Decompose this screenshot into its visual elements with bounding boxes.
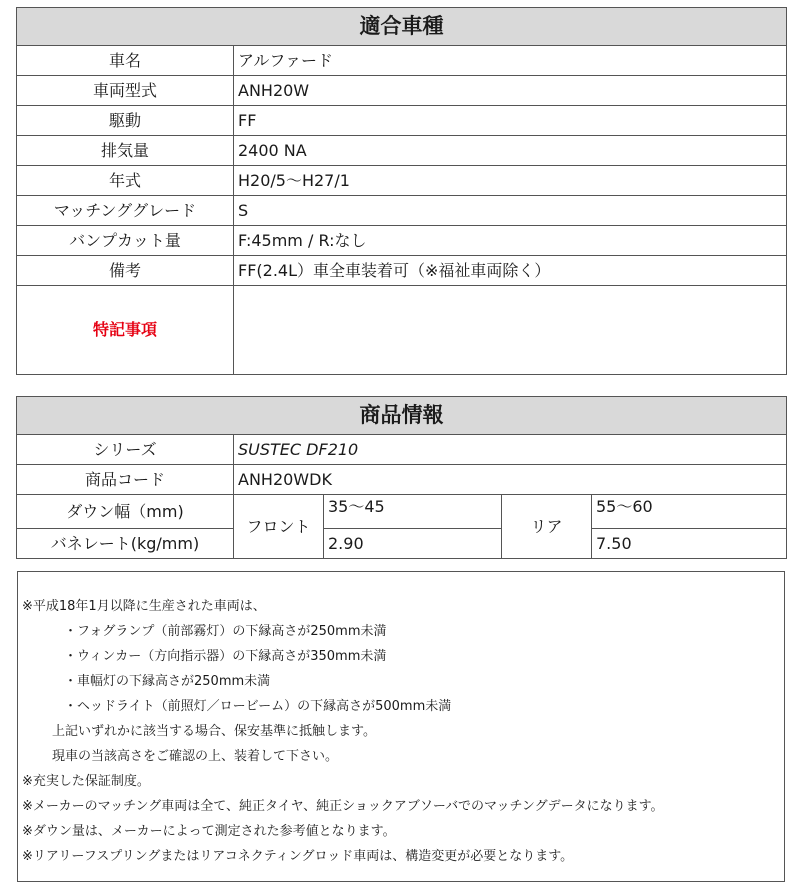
note-line: ・車幅灯の下縁高さが250mm未満 — [64, 674, 271, 689]
row-value: S — [234, 196, 787, 226]
table-row — [17, 46, 787, 76]
special-notes-value — [234, 286, 787, 375]
table-row — [17, 435, 787, 465]
row-label: 駆動 — [17, 106, 234, 136]
table-row — [17, 106, 787, 136]
table-row — [17, 166, 787, 196]
note-line: ・ウィンカー（方向指示器）の下縁高さが350mm未満 — [64, 649, 387, 664]
note-line: ※充実した保証制度。 — [22, 774, 150, 789]
product-title: 商品情報 — [17, 397, 787, 435]
note-line: ・フォグランプ（前部霧灯）の下縁高さが250mm未満 — [64, 624, 387, 639]
special-notes-row — [17, 286, 787, 375]
table-row — [17, 136, 787, 166]
fitment-table — [16, 7, 787, 375]
table-row — [17, 226, 787, 256]
table-row — [17, 256, 787, 286]
row-value: ANH20W — [234, 76, 787, 106]
spring-label: バネレート(kg/mm) — [17, 529, 234, 559]
row-label: 年式 — [17, 166, 234, 196]
row-value: FF — [234, 106, 787, 136]
code-label: 商品コード — [17, 465, 234, 495]
table-row — [17, 495, 787, 529]
table-row — [17, 465, 787, 495]
note-line: ※リアリーフスプリングまたはリアコネクティングロッド車両は、構造変更が必要となります。 — [22, 849, 574, 864]
row-label: 車両型式 — [17, 76, 234, 106]
note-line: 現車の当該高さをご確認の上、装着して下さい。 — [52, 749, 339, 764]
rear-down-value: 55～60 — [592, 495, 787, 529]
table-row — [17, 529, 787, 559]
special-notes-label: 特記事項 — [17, 286, 234, 375]
row-label: 備考 — [17, 256, 234, 286]
rear-label: リア — [502, 495, 592, 559]
note-line: ・ヘッドライト（前照灯／ロービーム）の下縁高さが500mm未満 — [64, 699, 452, 714]
row-value: 2400 NA — [234, 136, 787, 166]
note-line: ※メーカーのマッチング車両は全て、純正タイヤ、純正ショックアブソーバでのマッチングデータになります。 — [22, 799, 664, 814]
row-label: 車名 — [17, 46, 234, 76]
note-line: 上記いずれかに該当する場合、保安基準に抵触します。 — [52, 724, 376, 739]
note-line: ※ダウン量は、メーカーによって測定された参考値となります。 — [22, 824, 396, 839]
row-label: バンプカット量 — [17, 226, 234, 256]
code-value: ANH20WDK — [234, 465, 787, 495]
note-line: ※平成18年1月以降に生産された車両は、 — [22, 599, 266, 614]
series-value: SUSTEC DF210 — [234, 435, 787, 465]
table-row — [17, 76, 787, 106]
product-table — [16, 396, 787, 559]
front-spring-value: 2.90 — [324, 529, 502, 559]
row-value: アルファード — [234, 46, 787, 76]
row-value: F:45mm / R:なし — [234, 226, 787, 256]
notes-box — [17, 571, 785, 882]
rear-spring-value: 7.50 — [592, 529, 787, 559]
down-label: ダウン幅（mm) — [17, 495, 234, 529]
row-value: FF(2.4L）車全車装着可（※福祉車両除く） — [234, 256, 787, 286]
row-label: マッチンググレード — [17, 196, 234, 226]
row-label: 排気量 — [17, 136, 234, 166]
front-down-value: 35～45 — [324, 495, 502, 529]
series-label: シリーズ — [17, 435, 234, 465]
fitment-title: 適合車種 — [17, 8, 787, 46]
row-value: H20/5～H27/1 — [234, 166, 787, 196]
table-row — [17, 196, 787, 226]
front-label: フロント — [234, 495, 324, 559]
